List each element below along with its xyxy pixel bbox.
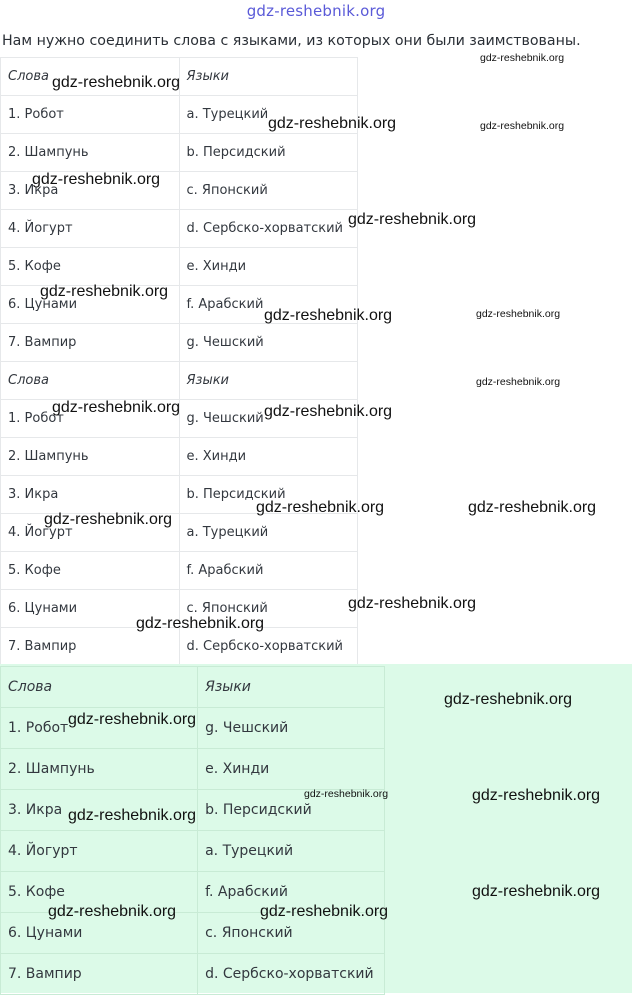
header-words: Слова: [1, 58, 180, 96]
watermark: gdz-reshebnik.org: [136, 615, 265, 632]
language-cell: c. Японский: [179, 590, 358, 628]
word-cell: 5. Кофе: [1, 248, 180, 286]
header-languages: Языки: [179, 362, 358, 400]
word-cell: 5. Кофе: [1, 552, 180, 590]
word-cell: 6. Цунами: [1, 590, 180, 628]
language-cell: a. Турецкий: [179, 96, 358, 134]
word-cell: 5. Кофе: [1, 872, 198, 913]
watermark: gdz-reshebnik.org: [304, 788, 389, 800]
table-row: [1, 248, 358, 286]
watermark: gdz-reshebnik.org: [264, 307, 393, 324]
word-cell: 3. Икра: [1, 476, 180, 514]
language-cell: e. Хинди: [179, 248, 358, 286]
table-row: [1, 749, 385, 790]
watermark: gdz-reshebnik.org: [68, 807, 197, 824]
language-cell: g. Чешский: [198, 708, 385, 749]
word-cell: 2. Шампунь: [1, 438, 180, 476]
word-cell: 7. Вампир: [1, 954, 198, 995]
language-cell: d. Сербско-хорватский: [198, 954, 385, 995]
language-cell: e. Хинди: [179, 438, 358, 476]
language-cell: d. Сербско-хорватский: [179, 210, 358, 248]
language-cell: f. Арабский: [179, 286, 358, 324]
table-row: [1, 552, 358, 590]
word-cell: 7. Вампир: [1, 628, 180, 666]
watermark: gdz-reshebnik.org: [476, 376, 561, 388]
word-cell: 3. Икра: [1, 790, 198, 831]
watermark: gdz-reshebnik.org: [32, 171, 161, 188]
watermark: gdz-reshebnik.org: [444, 691, 573, 708]
language-cell: b. Персидский: [179, 476, 358, 514]
watermark: gdz-reshebnik.org: [40, 283, 169, 300]
watermark: gdz-reshebnik.org: [256, 499, 385, 516]
watermark: gdz-reshebnik.org: [480, 120, 565, 132]
table-row: [1, 954, 385, 995]
language-cell: d. Сербско-хорватский: [179, 628, 358, 666]
header-languages: Языки: [198, 667, 385, 708]
language-cell: f. Арабский: [179, 552, 358, 590]
language-cell: b. Персидский: [198, 790, 385, 831]
watermark: gdz-reshebnik.org: [260, 903, 389, 920]
word-cell: 1. Робот: [1, 400, 180, 438]
language-cell: g. Чешский: [179, 324, 358, 362]
header-words: Слова: [1, 667, 198, 708]
word-cell: 7. Вампир: [1, 324, 180, 362]
watermark: gdz-reshebnik.org: [476, 308, 561, 320]
table-row: [1, 134, 358, 172]
watermark: gdz-reshebnik.org: [472, 883, 601, 900]
task-description: Нам нужно соединить слова с языками, из которых они были заимствованы.: [2, 33, 581, 49]
language-cell: b. Персидский: [179, 134, 358, 172]
table-row: [1, 438, 358, 476]
table-header-row: [1, 362, 358, 400]
language-cell: f. Арабский: [198, 872, 385, 913]
language-cell: c. Японский: [198, 913, 385, 954]
watermark: gdz-reshebnik.org: [348, 595, 477, 612]
word-cell: 3. Икра: [1, 172, 180, 210]
table-row: [1, 324, 358, 362]
language-cell: a. Турецкий: [179, 514, 358, 552]
language-cell: c. Японский: [179, 172, 358, 210]
watermark: gdz-reshebnik.org: [44, 511, 173, 528]
language-cell: e. Хинди: [198, 749, 385, 790]
word-cell: 4. Йогурт: [1, 514, 180, 552]
table-row: [1, 831, 385, 872]
word-cell: 2. Шампунь: [1, 134, 180, 172]
watermark: gdz-reshebnik.org: [268, 115, 397, 132]
watermark: gdz-reshebnik.org: [48, 903, 177, 920]
header-words: Слова: [1, 362, 180, 400]
word-cell: 1. Робот: [1, 96, 180, 134]
watermark: gdz-reshebnik.org: [348, 211, 477, 228]
word-cell: 2. Шампунь: [1, 749, 198, 790]
language-cell: a. Турецкий: [198, 831, 385, 872]
language-cell: g. Чешский: [179, 400, 358, 438]
watermark: gdz-reshebnik.org: [264, 403, 393, 420]
table-header-row: [1, 667, 385, 708]
site-logo[interactable]: gdz-reshebnik.org: [246, 2, 386, 20]
watermark: gdz-reshebnik.org: [52, 74, 181, 91]
word-cell: 6. Цунами: [1, 913, 198, 954]
word-cell: 4. Йогурт: [1, 831, 198, 872]
watermark: gdz-reshebnik.org: [68, 711, 197, 728]
table-row: [1, 628, 358, 666]
header-languages: Языки: [179, 58, 358, 96]
word-cell: 6. Цунами: [1, 286, 180, 324]
watermark: gdz-reshebnik.org: [52, 399, 181, 416]
watermark: gdz-reshebnik.org: [472, 787, 601, 804]
table-row: [1, 210, 358, 248]
word-cell: 1. Робот: [1, 708, 198, 749]
word-cell: 4. Йогурт: [1, 210, 180, 248]
watermark: gdz-reshebnik.org: [468, 499, 597, 516]
watermark: gdz-reshebnik.org: [480, 52, 565, 64]
